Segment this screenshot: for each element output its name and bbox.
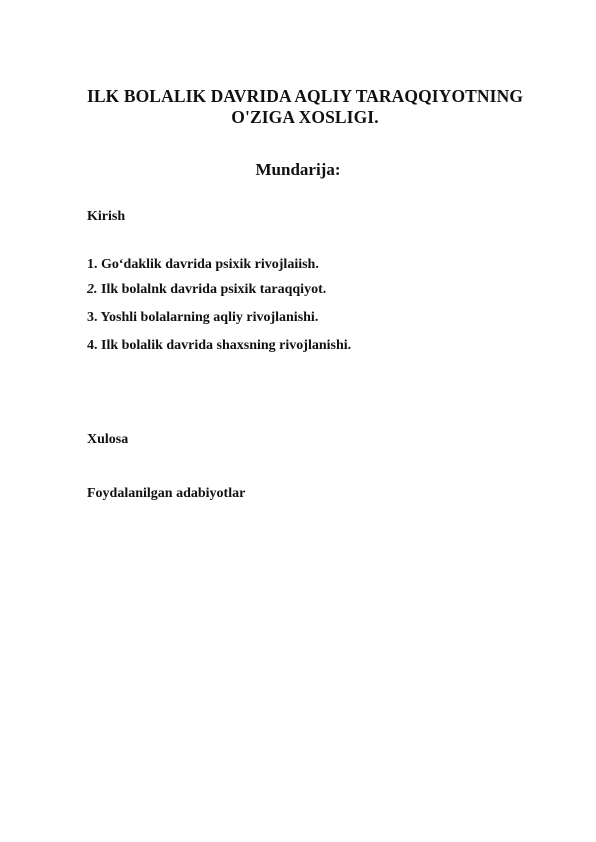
toc-item-number: 2. — [87, 282, 98, 297]
toc-item-3 — [87, 309, 318, 327]
toc-references: Foydalanilgan adabiyotlar — [87, 486, 246, 501]
toc-item-number: 3. — [87, 310, 98, 325]
toc-item-number: 4. — [87, 338, 98, 353]
toc-item-text: Go‘daklik davrida psixik rivojlaiish. — [101, 257, 319, 272]
toc-item-text: Yoshli bolalarning aqliy rivojlanishi. — [100, 310, 319, 325]
toc-item-text: Ilk bolalnk davrida psixik taraqqiyot. — [101, 282, 327, 297]
toc-conclusion: Xulosa — [87, 432, 129, 447]
toc-item-2 — [87, 281, 326, 299]
title-line-1: ILK BOLALIK DAVRIDA AQLIY TARAQQIYOTNING — [86, 86, 524, 106]
toc-item-number: 1. — [87, 257, 98, 272]
title-line-2: O'ZIGA XOSLIGI. — [231, 107, 379, 127]
document-title — [60, 86, 550, 128]
toc-item-text: Ilk bolalik davrida shaxsning rivojlanishi. — [101, 338, 352, 353]
toc-introduction: Kirish — [87, 209, 126, 224]
toc-item-4 — [87, 337, 351, 355]
contents-heading: Mundarija: — [255, 160, 341, 179]
toc-item-1 — [87, 256, 319, 274]
